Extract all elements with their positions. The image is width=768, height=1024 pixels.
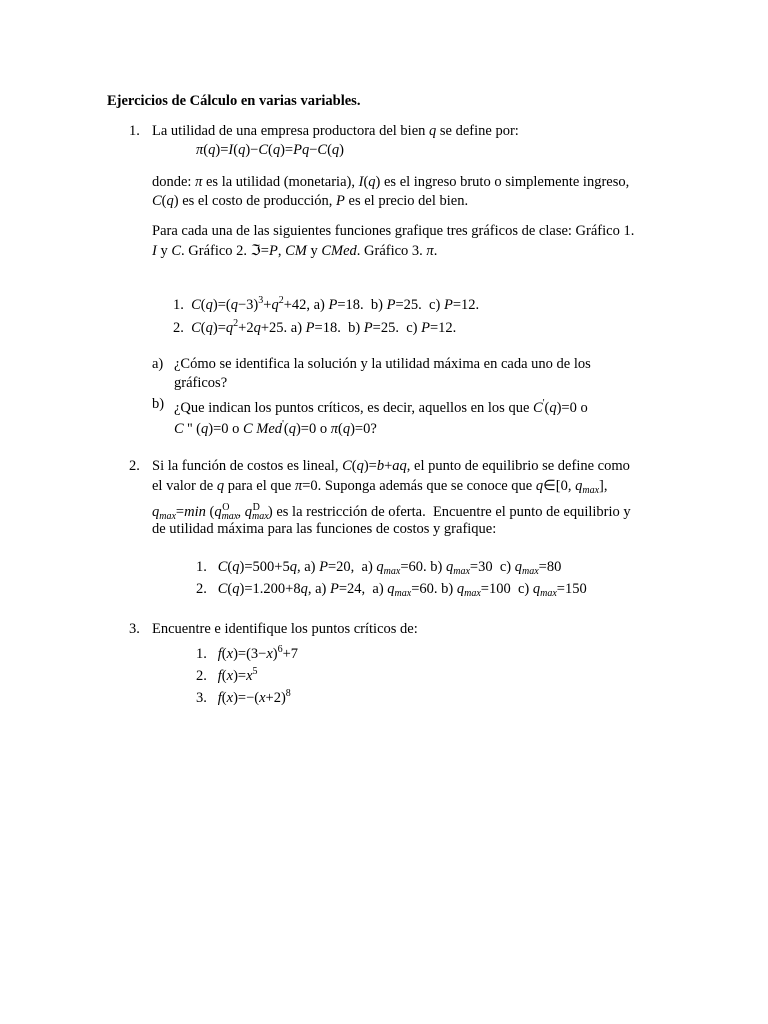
ex1-intro: La utilidad de una empresa productora del bien q se define por: (152, 123, 519, 139)
ex1-where-line2: C(q) es el costo de producción, P es el precio del bien. (152, 193, 469, 209)
document-title: Ejercicios de Cálculo en varias variables. (107, 93, 361, 109)
ex3-item-3: 3. $f(x)=-(x+2)^8$ (196, 688, 291, 706)
ex2-line4: de utilidad máxima para las funciones de costos y grafique: (152, 521, 497, 537)
ex1-graph-line2: I y C. Gráfico 2. ℑ=P, CM y CMed. Gráfico 3. π. (152, 243, 438, 259)
ex1-question-a-line2: gráficos? (174, 375, 228, 391)
ex2-line2: el valor de q para el que π=0. Suponga además que se conoce que q∈[0, $q_{max}$], (152, 478, 608, 496)
ex3-number: 3. (129, 621, 140, 637)
ex1-item-2: 2. $C(q)=q^2+2q+25$. a) P=18. b) P=25. c) P=12. (173, 318, 457, 336)
ex1-question-b-line1: ¿Que indican los puntos críticos, es decir, aquellos en los que C'(q)=0 o (174, 398, 588, 416)
ex1-question-b-letter: b) (152, 396, 165, 412)
ex1-formula: π(q)=I(q)−C(q)=Pq−C(q) (196, 142, 345, 158)
ex1-question-a-line1: ¿Cómo se identifica la solución y la utilidad máxima en cada uno de los (174, 356, 591, 372)
ex1-item-1: 1. $C(q)=(q-3)^3+q^2+42$, a) P=18. b) P=25. c) P=12. (173, 295, 480, 313)
ex2-item-2: 2. C(q)=1.200+8q, a) P=24, a) $q_{max}=60$. b) $q_{max}=100$ c) $q_{max}=150$ (196, 581, 587, 599)
ex1-question-a-letter: a) (152, 356, 164, 372)
ex2-item-1: 1. C(q)=500+5q, a) P=20, a) $q_{max}=60$. b) $q_{max}=30$ c) $q_{max}=80$ (196, 559, 562, 577)
ex2-number: 2. (129, 458, 140, 474)
ex3-item-2: 2. $f(x)=x^5$ (196, 666, 258, 684)
ex1-graph-line1: Para cada una de las siguientes funciones grafique tres gráficos de clase: Gráfico 1. (152, 223, 635, 239)
ex1-question-b-line2: C '' (q)=0 o C Med'(q)=0 o π(q)=0? (174, 419, 377, 437)
ex1-number: 1. (129, 123, 140, 139)
ex2-line1: Si la función de costos es lineal, C(q)=b+aq, el punto de equilibrio se define como (152, 458, 630, 474)
ex3-item-1: 1. $f(x)=(3-x)^6+7$ (196, 644, 299, 662)
ex2-line3: $q_{max}=\min$ ($q_{max}^O$ , $q_{max}^D$ ) es la restricción de oferta. Encuentre el punto de equilibrio y (152, 502, 631, 522)
ex1-where-line1: donde: π es la utilidad (monetaria), I(q) es el ingreso bruto o simplemente ingreso, (152, 174, 630, 190)
ex3-intro: Encuentre e identifique los puntos críticos de: (152, 621, 418, 637)
